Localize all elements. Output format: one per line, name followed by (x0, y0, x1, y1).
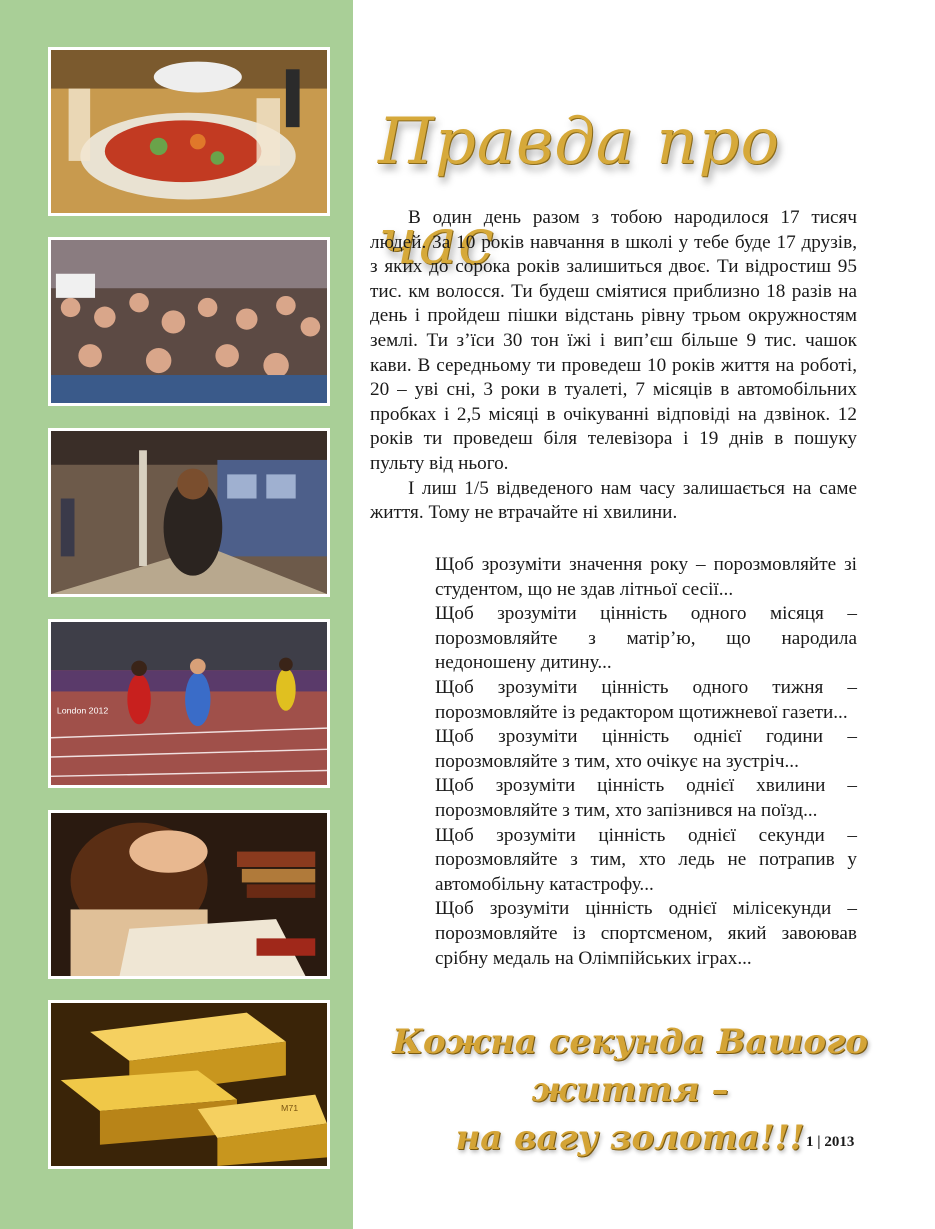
page-number-separator: | (817, 1134, 821, 1150)
quotes-list (435, 553, 857, 971)
quote-item: Щоб зрозуміти цінність однієї мілісекунди – порозмовляйте із спортсменом, який завоював срібну медаль на Олімпійських іграх... (435, 898, 857, 969)
photo-gold-bars (48, 1000, 330, 1169)
photo-olympic-race (48, 619, 330, 788)
quote-item: Щоб зрозуміти цінність однієї хвилини – порозмовляйте з тим, хто запізнився на поїзд... (435, 775, 857, 821)
quote-item: Щоб зрозуміти цінність однієї години – порозмовляйте з тим, хто очікує на зустріч... (435, 726, 857, 772)
page-number-value: 1 (806, 1134, 814, 1150)
quote-item: Щоб зрозуміти значення року – порозмовляйте зі студентом, що не здав літньої сесії... (435, 554, 857, 600)
photo-stressed-student (48, 810, 330, 979)
quote-item: Щоб зрозуміти цінність однієї секунди – порозмовляйте з тим, хто ледь не потрапив у автомобільну катастрофу... (435, 824, 857, 895)
page-title: Правда про час (378, 105, 780, 279)
intro-paragraph: І лиш 1/5 відведеного нам часу залишається на саме життя. Тому не втрачайте ні хвилини. (370, 477, 857, 524)
quote-item: Щоб зрозуміти цінність одного тижня – порозмовляйте із редактором щотижневої газети... (435, 676, 857, 723)
slogan-line-2: на вагу золота!!! (455, 1118, 805, 1158)
sign-text: London 2012 (56, 705, 109, 716)
gold-stamp: M71 (281, 1103, 299, 1114)
intro-paragraph: В один день разом з тобою народилося 17 тисяч людей. За 10 років навчання в школі у тебе буде 17 друзів, з яких до сорока років залишиться двоє. Ти відростиш 95 тис. км волосся. Ти будеш сміятися приблизно 18 разів на день і пройдеш пішки відстань рівну трьом окружностям землі. Ти з’їси 30 тон їжі і вип’єш більше 9 тис. чашок кави. В середньому ти проведеш 10 років життя на роботі, 20 – уві сні, 3 роки в туалеті, 7 місяців в автомобільних пробках і 2,5 місяці в очікуванні відповіді на дзвінок. 12 років ти проведеш біля телевізора і 19 днів в пошуку пульту від нього. (370, 207, 857, 474)
quote-item: Щоб зрозуміти цінність одного місяця – порозмовляйте з матір’ю, що народила недоношену дитину... (435, 603, 857, 674)
slogan-line-1: Кожна секунда Вашого життя – (392, 1022, 868, 1110)
photo-crowd (48, 237, 330, 406)
issue-year: 2013 (824, 1134, 855, 1150)
photo-festive-table (48, 47, 330, 216)
page-number (806, 1134, 854, 1151)
intro-text (370, 206, 857, 526)
photo-train-station (48, 428, 330, 597)
